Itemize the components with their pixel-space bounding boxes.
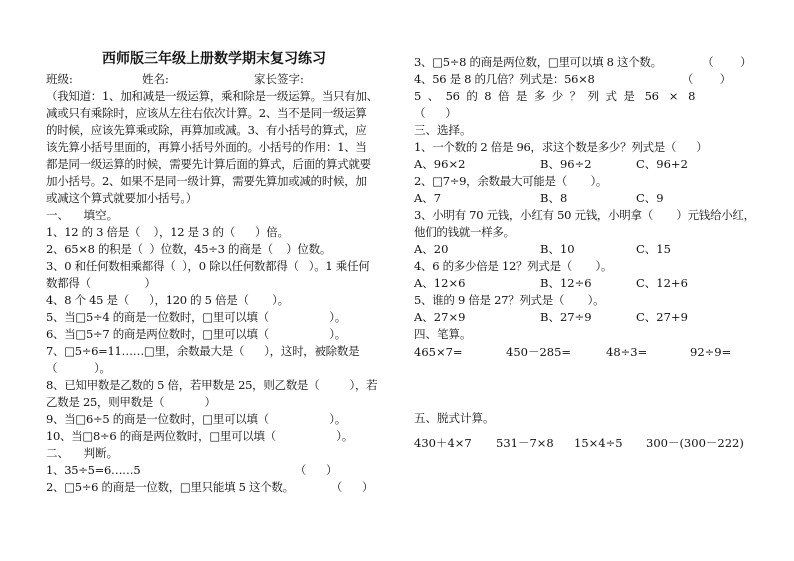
choice-option-c: C、96+2 [636, 157, 688, 171]
intro-line: 该先算小括号里面的，再算小括号外面的。小括号的作用：1、当 [46, 140, 367, 154]
step-item: 531－7×8 [496, 436, 554, 450]
judge-item: （ ） [414, 106, 457, 120]
name-label: 姓名: [142, 72, 169, 86]
section-calc-heading: 四、笔算。 [414, 327, 472, 341]
section-steps-heading: 五、脱式计算。 [414, 411, 495, 425]
choice-option-c: C、9 [636, 191, 664, 205]
intro-line: 或减这个算式就要加小括号。） [46, 191, 198, 205]
choice-question: 2、□7÷9，余数最大可能是（ ）。 [414, 174, 608, 188]
step-item: 300－(300－222) [646, 436, 744, 450]
choice-option-b: B、27÷9 [540, 310, 592, 324]
fill-item: 10、当□8÷6 的商是两位数时，□里可以填（ ）。 [46, 429, 353, 443]
choice-question-cont: 他们的钱就一样多。 [414, 225, 515, 239]
step-item: 430＋4×7 [414, 436, 472, 450]
section-judge-heading: 二、 判断。 [46, 446, 119, 460]
intro-line: 加小括号。2、如果不是同一级计算，需要先算加或减的时候，加 [46, 174, 367, 188]
choice-question: 4、6 的多少倍是 12？列式是（ ）。 [414, 259, 613, 273]
fill-item: 1、12 的 3 倍是（ ），12 是 3 的（ ）倍。 [46, 225, 289, 239]
calc-item: 465×7= [414, 345, 463, 359]
fill-item: 8、已知甲数是乙数的 5 倍，若甲数是 25，则乙数是（ ），若 [46, 378, 378, 392]
fill-item: 数都得（ ） [46, 276, 156, 290]
intro-line: （我知道：1、加和减是一级运算，乘和除是一级运算。当只有加、 [46, 89, 378, 103]
choice-question: 1、一个数的 2 倍是 96，求这个数是多少？列式是（ ） [414, 140, 708, 154]
judge-item: 1、35÷5=6……5 （ ） [46, 463, 338, 477]
calc-item: 48÷3= [606, 345, 648, 359]
choice-option-b: B、10 [540, 242, 575, 256]
page-title: 西师版三年级上册数学期末复习练习 [102, 51, 326, 67]
choice-option-a: A、12×6 [414, 276, 466, 290]
fill-item: 6、当□5÷7 的商是两位数时，□里可以填（ ）。 [46, 327, 346, 341]
intro-line: 减或只有乘除时，应该从左往右依次计算。2、当不是同一级运算 [46, 106, 367, 120]
section-fill-heading: 一、 填空。 [46, 208, 119, 222]
calc-item: 450－285= [506, 345, 572, 359]
choice-option-b: B、12÷6 [540, 276, 592, 290]
fill-item: 2、65×8 的积是（ ）位数，45÷3 的商是（ ）位数。 [46, 242, 332, 256]
choice-question: 3、小明有 70 元钱，小红有 50 元钱，小明拿（ ）元钱给小红， [414, 208, 755, 222]
judge-item: 2、□5÷6 的商是一位数，□里只能填 5 这个数。 （ ） [46, 480, 374, 494]
judge-item: 5 、 56 的 8 倍 是 多 少 ？ 列 式 是 56 × 8 [414, 89, 696, 103]
choice-option-a: A、7 [414, 191, 442, 205]
choice-option-c: C、12+6 [636, 276, 688, 290]
choice-option-c: C、27+9 [636, 310, 688, 324]
section-choice-heading: 三、选择。 [414, 123, 472, 137]
choice-option-a: A、20 [414, 242, 449, 256]
choice-option-b: B、8 [540, 191, 568, 205]
judge-item: 3、□5÷8 的商是两位数，□里可以填 8 这个数。 （ ） [414, 55, 752, 69]
choice-option-b: B、96÷2 [540, 157, 592, 171]
judge-item: 4、56 是 8 的几倍？列式是：56×8 （ ） [414, 72, 732, 86]
intro-line: 都是同一级运算的时候，需要先计算后面的算式，后面的算式就要 [46, 157, 371, 171]
fill-item: 4、8 个 45 是（ ），120 的 5 倍是（ ）。 [46, 293, 289, 307]
fill-item: 乙数是 25，则甲数是（ ） [46, 395, 216, 409]
choice-question: 5、谁的 9 倍是 27？列式是（ ）。 [414, 293, 605, 307]
fill-item: 9、当□6÷5 的商是一位数时，□里可以填（ ）。 [46, 412, 346, 426]
choice-option-c: C、15 [636, 242, 671, 256]
step-item: 15×4÷5 [574, 436, 623, 450]
fill-item: 3、0 和任何数相乘都得（ ），0 除以任何数都得（ ）。1 乘任何 [46, 259, 370, 273]
fill-item: 5、当□5÷4 的商是一位数时，□里可以填（ ）。 [46, 310, 346, 324]
class-label: 班级: [46, 72, 73, 86]
fill-item: （ ）。 [46, 361, 111, 375]
choice-option-a: A、27×9 [414, 310, 466, 324]
calc-item: 92÷9= [690, 345, 732, 359]
fill-item: 7、□5÷6=11……□里，余数最大是（ ），这时，被除数是 [46, 344, 360, 358]
intro-line: 的时候，应该先算乘或除，再算加或减。3、有小括号的算式，应 [46, 123, 367, 137]
choice-option-a: A、96×2 [414, 157, 466, 171]
parent-sign-label: 家长签字: [254, 72, 304, 86]
